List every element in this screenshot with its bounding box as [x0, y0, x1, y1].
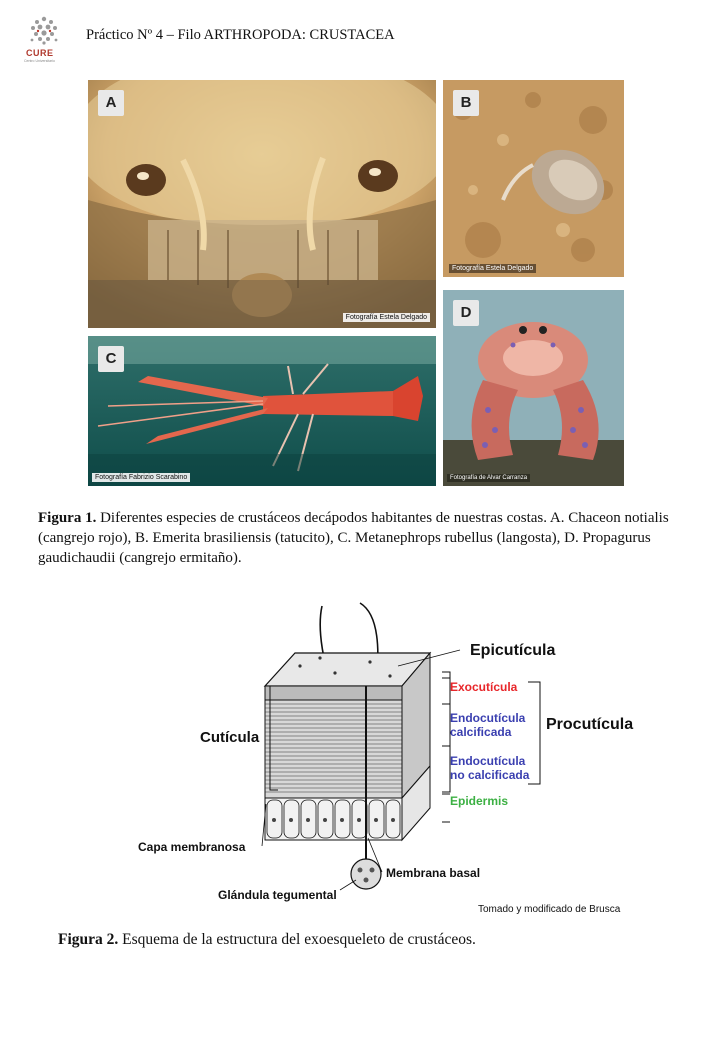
- label-endocuticula-calcificada-1: Endocutícula: [450, 711, 526, 725]
- label-epidermis: Epidermis: [450, 794, 509, 808]
- panel-label-b: B: [453, 90, 479, 116]
- exoskeleton-diagram: [130, 598, 650, 920]
- label-epicuticula: Epicutícula: [470, 642, 556, 659]
- label-glandula-tegumental: Glándula tegumental: [218, 888, 337, 902]
- figure1-caption: [38, 508, 678, 568]
- label-exocuticula: Exocutícula: [450, 680, 518, 694]
- figure1-caption-text: Diferentes especies de crustáceos decápodos habitantes de nuestras costas. A. Chaceon notialis (cangrejo rojo), B. Emerita brasiliensis (tatucito), C. Metanephrops rubellus (langosta), D. Propagurus gaudichaudii (cangrejo ermitaño).: [38, 510, 669, 566]
- photo-panel-c: [88, 336, 436, 486]
- photo-panel-b: [443, 80, 624, 277]
- label-cuticula: Cutícula: [200, 729, 260, 746]
- label-capa-membranosa: Capa membranosa: [138, 840, 246, 854]
- logo-text: CURE: [26, 48, 54, 58]
- photo-credit-b: Fotografía Estela Delgado: [449, 264, 536, 273]
- photo-credit-a: Fotografía Estela Delgado: [343, 313, 430, 322]
- lobster-illustration: [88, 336, 436, 486]
- figure2-caption: [58, 931, 698, 949]
- photo-panel-a: [88, 80, 436, 328]
- diagram-source: Tomado y modificado de Brusca: [478, 904, 621, 915]
- logo-subtext: Centro Universitario: [24, 59, 55, 63]
- crab-illustration: [88, 80, 436, 328]
- figure1-caption-label: Figura 1.: [38, 510, 97, 526]
- photo-panel-d: [443, 290, 624, 486]
- figure2-caption-label: Figura 2.: [58, 931, 119, 948]
- label-endocuticula-no-calcificada-1: Endocutícula: [450, 754, 526, 768]
- label-procuticula: Procutícula: [546, 716, 634, 733]
- cure-logo: [22, 14, 66, 66]
- panel-label-a: A: [98, 90, 124, 116]
- label-endocuticula-calcificada-2: calcificada: [450, 725, 512, 739]
- page-title: Práctico Nº 4 – Filo ARTHROPODA: CRUSTACEA: [86, 27, 395, 43]
- panel-label-d: D: [453, 300, 479, 326]
- photo-credit-c: Fotografía Fabrizio Scarabino: [92, 473, 190, 482]
- label-endocuticula-no-calcificada-2: no calcificada: [450, 768, 530, 782]
- label-membrana-basal: Membrana basal: [386, 866, 481, 880]
- panel-label-c: C: [98, 346, 124, 372]
- figure2-caption-text: Esquema de la estructura del exoesqueleto de crustáceos.: [118, 931, 476, 948]
- photo-credit-d: Fotografía de Alvar Carranza: [447, 474, 530, 482]
